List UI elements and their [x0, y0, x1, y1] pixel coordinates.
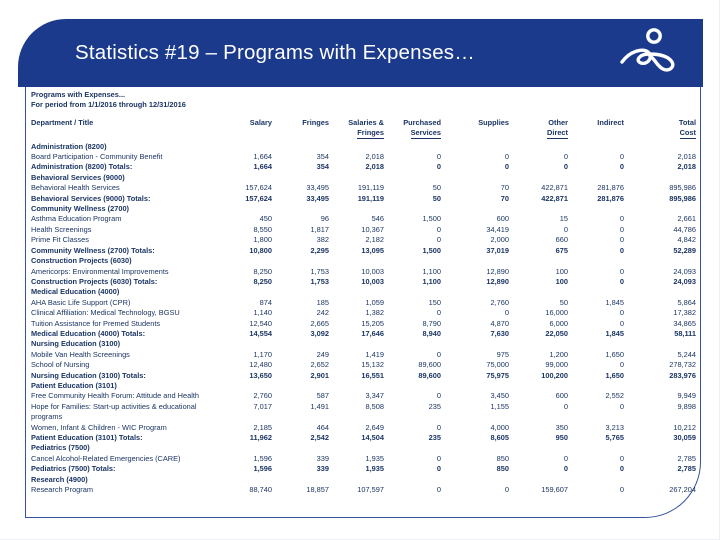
- cell-value: 2,000: [490, 235, 509, 245]
- table-row-data: [31, 183, 696, 193]
- cell-value: 0: [619, 360, 624, 370]
- row-label: Medical Education (4000): [31, 287, 120, 297]
- table-row-data: [31, 267, 696, 277]
- cell-value: 0: [436, 349, 441, 359]
- table-row-data: [31, 454, 696, 464]
- cell-value: 600: [555, 391, 568, 401]
- cell-value: 1,596: [253, 464, 272, 474]
- table-row-section: [31, 204, 696, 214]
- cell-value: 8,250: [253, 266, 272, 276]
- table-row-total: [31, 433, 696, 443]
- cell-value: 12,890: [486, 276, 509, 286]
- cell-value: 1,845: [605, 297, 624, 307]
- cell-value: 37,019: [486, 245, 509, 255]
- cell-value: 10,003: [361, 266, 384, 276]
- row-label: Research (4900): [31, 474, 88, 484]
- row-label: AHA Basic Life Support (CPR): [31, 297, 131, 307]
- cell-value: 0: [436, 464, 441, 474]
- report-title: Programs with Expenses...: [31, 90, 126, 99]
- cell-value: 2,018: [365, 152, 384, 162]
- table-row-data: [31, 350, 696, 360]
- row-label: Administration (8200): [31, 141, 107, 151]
- row-label: Construction Projects (6030) Totals:: [31, 276, 158, 286]
- cell-value: 339: [316, 453, 329, 463]
- cell-value: 0: [563, 162, 568, 172]
- cell-value: 2,652: [310, 360, 329, 370]
- cell-value: 0: [436, 453, 441, 463]
- cell-value: 1,500: [422, 245, 441, 255]
- table-row-data: [31, 308, 696, 318]
- cell-value: 150: [428, 297, 441, 307]
- cell-value: 12,480: [249, 360, 272, 370]
- cell-value: 283,976: [669, 370, 696, 380]
- cell-value: 1,059: [365, 297, 384, 307]
- cell-value: 15: [559, 214, 568, 224]
- cell-value: 24,093: [673, 276, 696, 286]
- page-title: Statistics #19 – Programs with Expenses…: [75, 41, 475, 64]
- cell-value: 107,597: [357, 485, 384, 495]
- cell-value: 13,650: [249, 370, 272, 380]
- cell-value: 14,554: [249, 328, 272, 338]
- column-header: Supplies: [478, 117, 509, 127]
- cell-value: 1,935: [365, 453, 384, 463]
- cell-value: 0: [619, 214, 624, 224]
- cell-value: 10,800: [249, 245, 272, 255]
- cell-value: 1,100: [422, 276, 441, 286]
- row-label: Administration (8200) Totals:: [31, 162, 133, 172]
- cell-value: 7,630: [490, 328, 509, 338]
- cell-value: 22,050: [545, 328, 568, 338]
- cell-value: 33,495: [306, 183, 329, 193]
- title-band: [18, 19, 703, 87]
- cell-value: 675: [555, 245, 568, 255]
- row-label: Prime Fit Classes: [31, 235, 89, 245]
- cell-value: 100: [555, 276, 568, 286]
- cell-value: 0: [436, 235, 441, 245]
- cell-value: 2,661: [677, 214, 696, 224]
- cell-value: 8,790: [422, 318, 441, 328]
- cell-value: 0: [504, 485, 509, 495]
- cell-value: 2,760: [490, 297, 509, 307]
- cell-value: 1,817: [310, 224, 329, 234]
- cell-value: 1,155: [490, 401, 509, 411]
- cell-value: 52,289: [673, 245, 696, 255]
- cell-value: 0: [563, 224, 568, 234]
- cell-value: 587: [316, 391, 329, 401]
- row-label: Nursing Education (3100): [31, 339, 121, 349]
- cell-value: 235: [428, 401, 441, 411]
- cell-value: 0: [619, 162, 624, 172]
- cell-value: 18,857: [306, 485, 329, 495]
- cell-value: 0: [619, 464, 624, 474]
- cell-value: 0: [436, 152, 441, 162]
- cell-value: 185: [316, 297, 329, 307]
- cell-value: 2,760: [253, 391, 272, 401]
- cell-value: 3,347: [365, 391, 384, 401]
- cell-value: 0: [619, 401, 624, 411]
- column-header: Department / Title: [31, 117, 94, 127]
- cell-value: 14,504: [361, 433, 384, 442]
- cell-value: 850: [496, 464, 509, 474]
- cell-value: 0: [563, 152, 568, 162]
- cell-value: 2,018: [365, 162, 384, 172]
- cell-value: 0: [619, 152, 624, 162]
- cell-value: 16,551: [361, 370, 384, 380]
- cell-value: 99,000: [545, 360, 568, 370]
- cell-value: 1,382: [365, 308, 384, 318]
- cell-value: 660: [555, 235, 568, 245]
- abstract-person-logo-icon: [617, 26, 681, 80]
- cell-value: 382: [316, 235, 329, 245]
- cell-value: 2,018: [677, 152, 696, 162]
- cell-value: 10,212: [673, 422, 696, 432]
- cell-value: 157,624: [245, 193, 272, 203]
- table-row-section: [31, 142, 696, 152]
- cell-value: 2,185: [253, 422, 272, 432]
- row-label: Pediatrics (7500): [31, 443, 90, 453]
- cell-value: 1,650: [605, 349, 624, 359]
- cell-value: 0: [436, 485, 441, 495]
- report-period: For period from 1/1/2016 through 12/31/2016: [31, 100, 186, 110]
- cell-value: 249: [316, 349, 329, 359]
- cell-value: 339: [316, 464, 329, 474]
- cell-value: 354: [316, 162, 329, 172]
- row-label: Nursing Education (3100) Totals:: [31, 370, 146, 380]
- cell-value: 70: [500, 183, 509, 193]
- row-label: Pediatrics (7500) Totals:: [31, 464, 116, 474]
- cell-value: 89,600: [418, 370, 441, 380]
- cell-value: 950: [555, 433, 568, 442]
- cell-value: 6,000: [549, 318, 568, 328]
- cell-value: 50: [432, 183, 441, 193]
- cell-value: 58,111: [674, 328, 696, 338]
- cell-value: 350: [555, 422, 568, 432]
- cell-value: 4,000: [490, 422, 509, 432]
- row-label: Clinical Affiliation: Medical Technology, BGSU: [31, 308, 180, 318]
- table-row-section: [31, 287, 696, 297]
- cell-value: 100,200: [541, 370, 568, 380]
- cell-value: 450: [259, 214, 272, 224]
- cell-value: 8,940: [422, 328, 441, 338]
- table-row-data: [31, 214, 696, 224]
- column-header: Purchased Services: [403, 117, 441, 138]
- cell-value: 3,213: [605, 422, 624, 432]
- cell-value: 1,100: [422, 266, 441, 276]
- cell-value: 0: [619, 308, 624, 318]
- cell-value: 1,419: [365, 349, 384, 359]
- table-row-section: [31, 443, 696, 453]
- column-header: Other Direct: [547, 117, 568, 138]
- cell-value: 7,017: [253, 401, 272, 411]
- cell-value: 8,550: [253, 224, 272, 234]
- table-row-total: [31, 329, 696, 339]
- cell-value: 0: [619, 245, 624, 255]
- cell-value: 1,650: [605, 370, 624, 380]
- cell-value: 50: [559, 297, 568, 307]
- row-label: Tuition Assistance for Premed Students: [31, 318, 161, 328]
- cell-value: 0: [619, 318, 624, 328]
- row-label: Behavioral Services (9000) Totals:: [31, 193, 151, 203]
- table-row-data: [31, 298, 696, 308]
- cell-value: 191,119: [357, 193, 384, 203]
- table-row-data: [31, 423, 696, 433]
- cell-value: 2,552: [605, 391, 624, 401]
- cell-value: 157,624: [245, 183, 272, 193]
- cell-value: 281,876: [597, 183, 624, 193]
- cell-value: 1,935: [365, 464, 384, 474]
- cell-value: 2,785: [677, 453, 696, 463]
- table-row-data: [31, 319, 696, 329]
- cell-value: 1,170: [253, 349, 272, 359]
- cell-value: 281,876: [597, 193, 624, 203]
- cell-value: 0: [504, 308, 509, 318]
- cell-value: 4,870: [490, 318, 509, 328]
- cell-value: 2,295: [310, 245, 329, 255]
- cell-value: 5,864: [677, 297, 696, 307]
- cell-value: 8,605: [490, 433, 509, 442]
- cell-value: 8,250: [253, 276, 272, 286]
- row-label: Patient Education (3101) Totals:: [31, 433, 143, 442]
- column-header: Fringes: [302, 117, 329, 127]
- cell-value: 278,732: [669, 360, 696, 370]
- cell-value: 159,607: [541, 485, 568, 495]
- row-label: Health Screenings: [31, 224, 92, 234]
- table-row-section: [31, 475, 696, 485]
- row-label: Free Community Health Forum: Attitude and Health: [31, 391, 200, 401]
- cell-value: 3,092: [310, 328, 329, 338]
- cell-value: 0: [436, 308, 441, 318]
- cell-value: 50: [432, 193, 441, 203]
- cell-value: 17,646: [361, 328, 384, 338]
- table-row-data: [31, 360, 696, 370]
- cell-value: 1,491: [310, 401, 329, 411]
- cell-value: 0: [619, 266, 624, 276]
- table-row-data: [31, 225, 696, 235]
- cell-value: 1,664: [253, 162, 272, 172]
- row-label: Mobile Van Health Screenings: [31, 349, 130, 359]
- cell-value: 16,000: [545, 308, 568, 318]
- cell-value: 895,986: [669, 193, 696, 203]
- column-header: Total Cost: [678, 117, 696, 138]
- row-label: Cancel Alcohol-Related Emergencies (CARE): [31, 453, 181, 463]
- cell-value: 0: [436, 162, 441, 172]
- cell-value: 546: [371, 214, 384, 224]
- cell-value: 0: [436, 224, 441, 234]
- cell-value: 3,450: [490, 391, 509, 401]
- cell-value: 30,059: [673, 433, 696, 442]
- table-row-total: [31, 246, 696, 256]
- cell-value: 1,664: [253, 152, 272, 162]
- table-row-section: [31, 173, 696, 183]
- table-row-data: [31, 391, 696, 401]
- cell-value: 2,649: [365, 422, 384, 432]
- cell-value: 33,495: [306, 193, 329, 203]
- table-row-data: [31, 402, 696, 423]
- cell-value: 1,500: [422, 214, 441, 224]
- table-row-section: [31, 381, 696, 391]
- cell-value: 0: [563, 464, 568, 474]
- cell-value: 24,093: [673, 266, 696, 276]
- row-label: Medical Education (4000) Totals:: [31, 328, 146, 338]
- table-row-data: [31, 235, 696, 245]
- row-label: School of Nursing: [31, 360, 90, 370]
- row-label: Community Wellness (2700) Totals:: [31, 245, 155, 255]
- cell-value: 0: [619, 235, 624, 245]
- cell-value: 75,000: [486, 360, 509, 370]
- cell-value: 88,740: [249, 485, 272, 495]
- column-header: Salaries & Fringes: [348, 117, 384, 138]
- cell-value: 0: [619, 453, 624, 463]
- table-row-section: [31, 256, 696, 266]
- cell-value: 2,901: [310, 370, 329, 380]
- row-label: Women, Infant & Children - WIC Program: [31, 422, 167, 432]
- cell-value: 1,596: [253, 453, 272, 463]
- cell-value: 235: [428, 433, 441, 442]
- cell-value: 0: [504, 152, 509, 162]
- cell-value: 44,786: [673, 224, 696, 234]
- cell-value: 9,898: [677, 401, 696, 411]
- expenses-table: [31, 118, 696, 496]
- cell-value: 0: [504, 162, 509, 172]
- cell-value: 34,419: [486, 224, 509, 234]
- cell-value: 422,871: [541, 193, 568, 203]
- cell-value: 89,600: [418, 360, 441, 370]
- cell-value: 0: [563, 453, 568, 463]
- cell-value: 1,800: [253, 235, 272, 245]
- cell-value: 191,119: [357, 183, 384, 193]
- cell-value: 0: [436, 391, 441, 401]
- row-label: Research Program: [31, 485, 94, 495]
- cell-value: 10,367: [361, 224, 384, 234]
- cell-value: 1,753: [310, 276, 329, 286]
- cell-value: 0: [563, 401, 568, 411]
- cell-value: 12,540: [249, 318, 272, 328]
- cell-value: 850: [496, 453, 509, 463]
- cell-value: 2,665: [310, 318, 329, 328]
- cell-value: 13,095: [361, 245, 384, 255]
- table-header-row: [31, 118, 696, 142]
- row-label: Patient Education (3101): [31, 380, 117, 390]
- table-row-total: [31, 162, 696, 172]
- table-row-total: [31, 464, 696, 474]
- cell-value: 895,986: [669, 183, 696, 193]
- cell-value: 17,382: [673, 308, 696, 318]
- cell-value: 96: [320, 214, 329, 224]
- cell-value: 75,975: [486, 370, 509, 380]
- cell-value: 10,003: [361, 276, 384, 286]
- cell-value: 0: [619, 485, 624, 495]
- row-label: Hope for Families: Start-up activities & educational programs: [31, 401, 197, 422]
- cell-value: 15,132: [361, 360, 384, 370]
- cell-value: 0: [619, 224, 624, 234]
- cell-value: 5,765: [605, 433, 624, 442]
- cell-value: 100: [555, 266, 568, 276]
- cell-value: 9,949: [677, 391, 696, 401]
- cell-value: 34,865: [673, 318, 696, 328]
- row-label: Community Wellness (2700): [31, 204, 130, 214]
- cell-value: 1,753: [310, 266, 329, 276]
- cell-value: 1,140: [253, 308, 272, 318]
- cell-value: 0: [619, 276, 624, 286]
- cell-value: 15,205: [361, 318, 384, 328]
- cell-value: 600: [496, 214, 509, 224]
- cell-value: 12,890: [486, 266, 509, 276]
- table-row-total: [31, 277, 696, 287]
- cell-value: 267,204: [669, 485, 696, 495]
- row-label: Americorps: Environmental Improvements: [31, 266, 169, 276]
- report-panel: [25, 87, 701, 518]
- cell-value: 242: [316, 308, 329, 318]
- table-row-total: [31, 194, 696, 204]
- cell-value: 11,962: [249, 433, 272, 442]
- cell-value: 422,871: [541, 183, 568, 193]
- cell-value: 1,845: [605, 328, 624, 338]
- column-header: Salary: [249, 117, 272, 127]
- cell-value: 874: [259, 297, 272, 307]
- cell-value: 8,508: [365, 401, 384, 411]
- cell-value: 464: [316, 422, 329, 432]
- table-body: [31, 142, 696, 496]
- cell-value: 2,542: [310, 433, 329, 442]
- cell-value: 0: [436, 422, 441, 432]
- cell-value: 1,200: [549, 349, 568, 359]
- table-row-data: [31, 485, 696, 495]
- cell-value: 354: [316, 152, 329, 162]
- cell-value: 2,785: [677, 464, 696, 474]
- row-label: Behavioral Health Services: [31, 183, 120, 193]
- row-label: Behavioral Services (9000): [31, 172, 125, 182]
- table-row-section: [31, 339, 696, 349]
- cell-value: 5,244: [677, 349, 696, 359]
- row-label: Construction Projects (6030): [31, 256, 132, 266]
- cell-value: 2,018: [677, 162, 696, 172]
- cell-value: 975: [496, 349, 509, 359]
- table-row-total: [31, 371, 696, 381]
- cell-value: 4,842: [677, 235, 696, 245]
- cell-value: 70: [500, 193, 509, 203]
- cell-value: 2,182: [365, 235, 384, 245]
- table-row-data: [31, 152, 696, 162]
- row-label: Board Participation - Community Benefit: [31, 152, 163, 162]
- row-label: Asthma Education Program: [31, 214, 122, 224]
- column-header: Indirect: [597, 117, 624, 127]
